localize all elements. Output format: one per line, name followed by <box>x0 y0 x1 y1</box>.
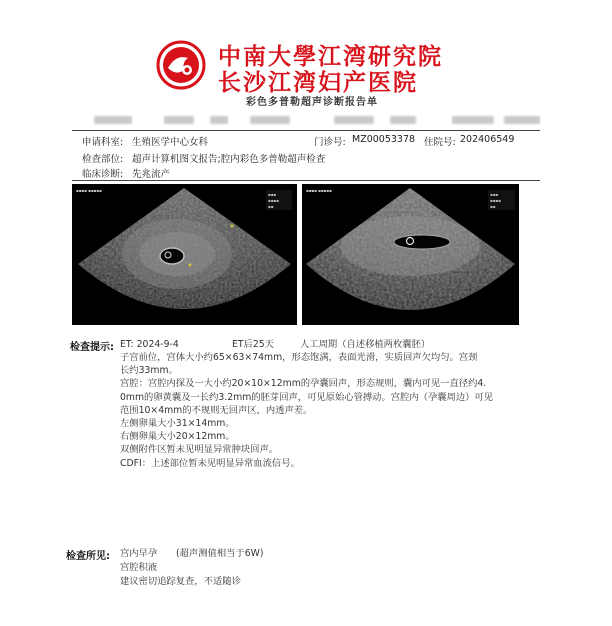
findings-body <box>120 351 493 470</box>
outpatient-label: 门诊号: <box>314 137 346 148</box>
report-title: 彩色多普勒超声诊断报告单 <box>246 97 378 108</box>
svg-text:▪▪: ▪▪ <box>490 204 496 209</box>
dept-label: 申请科室: <box>82 137 124 148</box>
clinical-diagnosis-value: 先兆流产 <box>132 169 171 180</box>
admission-label: 住院号: <box>424 137 456 148</box>
ultrasound-image-left <box>72 184 297 325</box>
svg-text:▪▪▪▪: ▪▪▪▪ <box>490 198 501 203</box>
findings-line: 左侧卵巢大小31×14mm。 <box>120 417 235 429</box>
svg-text:▪▪▪▪ ▪▪▪▪▪: ▪▪▪▪ ▪▪▪▪▪ <box>306 188 332 193</box>
svg-text:▪▪▪▪: ▪▪▪▪ <box>268 198 279 203</box>
conclusion-line2: 宫腔积液 <box>120 562 158 573</box>
findings-line: 子宫前位，宫体大小约65×63×74mm，形态饱满，表面光滑，实质回声欠均匀。宫颈 <box>120 352 478 363</box>
admission-value: 202406549 <box>460 134 515 145</box>
divider-top <box>72 130 540 131</box>
conclusion-line1: 宫内早孕 <box>120 548 158 559</box>
svg-text:▪▪: ▪▪ <box>268 204 274 209</box>
hospital-logo-icon <box>156 40 206 90</box>
svg-text:▪▪▪▪ ▪▪▪▪▪: ▪▪▪▪ ▪▪▪▪▪ <box>76 188 102 193</box>
findings-line: 长约33mm。 <box>120 365 178 377</box>
clinical-diagnosis-label: 临床诊断: <box>82 169 124 180</box>
dept-value: 生殖医学中心女科 <box>132 137 209 148</box>
svg-text:▪▪▪: ▪▪▪ <box>268 192 277 197</box>
exam-part-label: 检查部位: <box>82 154 124 165</box>
conclusion-line1-note: (超声测值相当于6W) <box>176 548 264 559</box>
findings-line: 右侧卵巢大小20×12mm。 <box>120 431 235 443</box>
findings-label: 检查提示: <box>70 342 114 353</box>
hospital-name-line2: 长沙江湾妇产医院 <box>218 69 418 96</box>
findings-line: 0mm的卵黄囊及一长约3.2mm的胚芽回声，可见原始心管搏动。宫腔内（孕囊周边）可见 <box>120 391 494 403</box>
findings-line: 宫腔：宫腔内探及一大小约20×10×12mm的孕囊回声，形态规则，囊内可见一直径约4. <box>120 378 487 390</box>
hospital-name-line1: 中南大學江湾研究院 <box>218 43 443 70</box>
conclusion-line3: 建议密切追踪复查，不适随诊 <box>120 576 241 587</box>
svg-text:▪▪▪: ▪▪▪ <box>490 192 499 197</box>
divider-info <box>72 180 540 181</box>
outpatient-value: MZ00053378 <box>352 134 416 145</box>
findings-et: ET: 2024-9-4 <box>120 339 179 350</box>
exam-part-value: 超声计算机图文报告;腔内彩色多普勒超声检查 <box>132 154 326 165</box>
findings-cycle: 人工周期（自述移植两枚囊胚） <box>300 339 431 350</box>
findings-line: CDFI：上述部位暂未见明显异常血流信号。 <box>120 457 300 469</box>
redacted-patient-info <box>72 113 540 127</box>
findings-line: 范围10×4mm的不规则无回声区，内透声差。 <box>120 404 313 416</box>
findings-line: 双侧附件区暂未见明显异常肿块回声。 <box>120 444 279 456</box>
ultrasound-image-right <box>302 184 519 325</box>
findings-et-days: ET后25天 <box>232 339 274 350</box>
conclusion-label: 检查所见: <box>66 551 110 562</box>
